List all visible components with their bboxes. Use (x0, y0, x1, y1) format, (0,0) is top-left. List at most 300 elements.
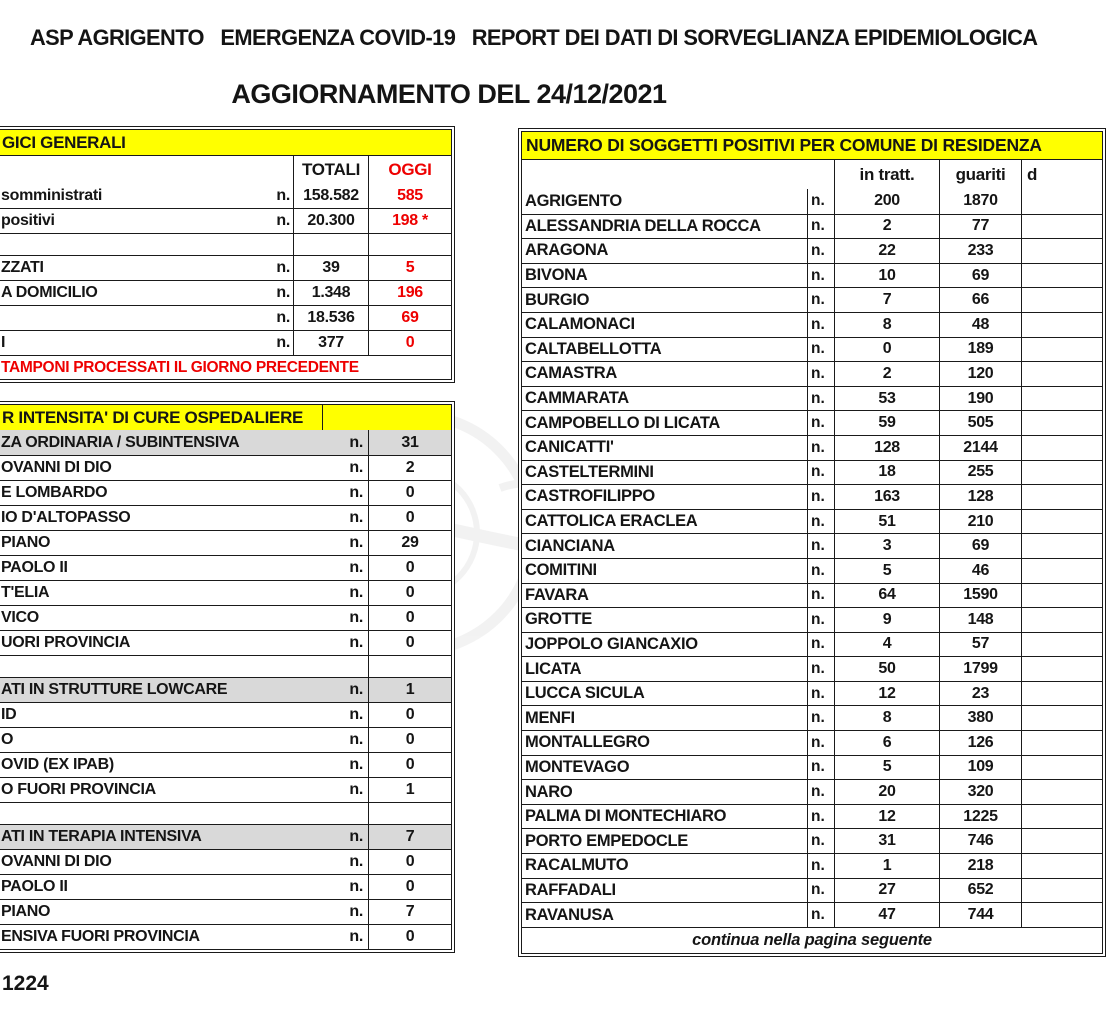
cell-label (0, 728, 368, 752)
table-row (522, 386, 1102, 411)
table-row (522, 484, 1102, 509)
column-header-in-tratt: in tratt. (834, 160, 939, 189)
cell-clipped (1021, 411, 1102, 435)
cell-clipped (1021, 854, 1102, 878)
cell-comune: PALMA DI MONTECHIARO (525, 807, 727, 826)
cell-guariti: 210 (939, 510, 1021, 534)
cell-guariti: 190 (939, 387, 1021, 411)
n-marker: n. (807, 559, 834, 583)
cell-guariti: 46 (939, 559, 1021, 583)
n-marker: n. (807, 485, 834, 509)
table-row (0, 677, 451, 702)
cell-value: 31 (368, 430, 451, 455)
n-marker: n. (349, 484, 363, 501)
comuni-positivi-table (518, 128, 1106, 957)
cell-comune: CANICATTI' (525, 438, 614, 457)
cell-clipped (1021, 805, 1102, 829)
cell-value: 0 (368, 728, 451, 752)
label-fragment: ZA ORDINARIA / SUBINTENSIVA (1, 433, 240, 451)
n-marker: n. (807, 633, 834, 657)
cell-value: 1 (368, 778, 451, 802)
cell-guariti: 23 (939, 682, 1021, 706)
cell-oggi: 198 * (368, 209, 451, 233)
cell-label (0, 234, 293, 255)
cell-label (0, 306, 293, 330)
table-row (522, 607, 1102, 632)
cell-clipped (1021, 706, 1102, 730)
cell-label (0, 875, 368, 899)
cell-clipped (1021, 879, 1102, 903)
n-marker: n. (349, 559, 363, 576)
cell-comune: LICATA (525, 659, 582, 678)
n-marker: n. (349, 756, 363, 773)
cell-value (368, 803, 451, 824)
cell-guariti: 69 (939, 534, 1021, 558)
cell-value: 0 (368, 631, 451, 655)
cell-totali: 39 (293, 256, 368, 280)
cell-clipped (1021, 313, 1102, 337)
table-row (522, 435, 1102, 460)
cell-value: 29 (368, 531, 451, 555)
update-date-heading: AGGIORNAMENTO DEL 24/12/2021 (231, 79, 667, 109)
cell-clipped (1021, 338, 1102, 362)
cell-label (0, 778, 368, 802)
cell-comune: CATTOLICA ERACLEA (525, 512, 698, 531)
cell-value: 0 (368, 581, 451, 605)
table-row (522, 902, 1102, 927)
cell-in-tratt: 8 (834, 706, 939, 730)
cell-clipped (1021, 559, 1102, 583)
n-marker: n. (807, 288, 834, 312)
section-header-general (0, 130, 451, 155)
n-marker: n. (807, 756, 834, 780)
cell-in-tratt: 8 (834, 313, 939, 337)
n-marker: n. (349, 681, 363, 698)
column-header-row (0, 155, 451, 183)
table-row (0, 702, 451, 727)
cell-clipped (1021, 387, 1102, 411)
label-fragment: VICO (1, 609, 39, 626)
n-marker: n. (276, 212, 290, 229)
cell-empty (522, 160, 834, 189)
cell-clipped (1021, 215, 1102, 239)
cell-guariti: 255 (939, 461, 1021, 485)
n-marker: n. (807, 510, 834, 534)
cell-clipped (1021, 584, 1102, 608)
cell-in-tratt: 59 (834, 411, 939, 435)
cell-guariti: 69 (939, 264, 1021, 288)
n-marker: n. (349, 828, 363, 845)
cell-totali: 377 (293, 331, 368, 355)
cell-guariti: 320 (939, 780, 1021, 804)
table-row (522, 583, 1102, 608)
n-marker: n. (807, 706, 834, 730)
continuation-row (522, 927, 1102, 953)
cell-clipped (1021, 780, 1102, 804)
cell-oggi: 196 (368, 281, 451, 305)
cell-comune: RAVANUSA (525, 905, 614, 924)
table-row (0, 430, 451, 455)
cell-label (0, 256, 293, 280)
column-header-oggi: OGGI (368, 156, 451, 183)
n-marker: n. (807, 903, 834, 927)
cell-comune: ALESSANDRIA DELLA ROCCA (525, 216, 761, 235)
n-marker: n. (349, 433, 363, 451)
cell-comune: CALTABELLOTTA (525, 339, 662, 358)
table-row (0, 899, 451, 924)
table-row (522, 460, 1102, 485)
cell-clipped (1021, 534, 1102, 558)
cell-in-tratt: 64 (834, 584, 939, 608)
cell-in-tratt: 6 (834, 731, 939, 755)
cell-comune: MONTALLEGRO (525, 733, 650, 752)
cell-guariti: 120 (939, 362, 1021, 386)
n-marker: n. (276, 334, 290, 351)
section-title: GICI GENERALI (2, 132, 126, 152)
n-marker: n. (349, 878, 363, 895)
n-marker: n. (807, 608, 834, 632)
cell-clipped (1021, 485, 1102, 509)
cell-guariti: 57 (939, 633, 1021, 657)
cell-value: 7 (368, 900, 451, 924)
cell-guariti: 652 (939, 879, 1021, 903)
n-marker: n. (807, 189, 834, 214)
cell-label (0, 703, 368, 727)
cell-label (0, 331, 293, 355)
n-marker: n. (807, 313, 834, 337)
table-row (522, 287, 1102, 312)
cell-empty (322, 405, 451, 430)
cell-label (0, 850, 368, 874)
cell-guariti: 1870 (939, 189, 1021, 214)
n-marker: n. (276, 259, 290, 276)
cell-oggi: 0 (368, 331, 451, 355)
cell-comune: BURGIO (525, 290, 590, 309)
cell-comune: RAFFADALI (525, 880, 616, 899)
table-row (522, 853, 1102, 878)
label-fragment: OVID (EX IPAB) (1, 756, 114, 773)
section-title: R INTENSITA' DI CURE OSPEDALIERE (2, 407, 304, 427)
table-row (0, 727, 451, 752)
cell-value: 0 (368, 481, 451, 505)
table-row (0, 280, 451, 305)
table-row (0, 605, 451, 630)
cell-totali: 20.300 (293, 209, 368, 233)
footnote-text: TAMPONI PROCESSATI IL GIORNO PRECEDENTE (1, 358, 359, 376)
cell-label (0, 678, 368, 702)
cell-guariti: 2144 (939, 436, 1021, 460)
cell-in-tratt: 0 (834, 338, 939, 362)
table-row (0, 305, 451, 330)
n-marker: n. (349, 534, 363, 551)
cell-clipped (1021, 510, 1102, 534)
cell-value: 7 (368, 825, 451, 849)
cell-empty (0, 156, 293, 183)
cell-comune: RACALMUTO (525, 856, 629, 875)
n-marker: n. (807, 657, 834, 681)
cell-label (0, 581, 368, 605)
cell-in-tratt: 5 (834, 559, 939, 583)
cell-comune: MENFI (525, 708, 575, 727)
cell-label (0, 753, 368, 777)
n-marker: n. (349, 509, 363, 526)
cell-comune: CASTROFILIPPO (525, 487, 655, 506)
n-marker: n. (807, 854, 834, 878)
n-marker: n. (349, 459, 363, 476)
cell-guariti: 77 (939, 215, 1021, 239)
cell-in-tratt: 10 (834, 264, 939, 288)
cell-in-tratt: 1 (834, 854, 939, 878)
cell-in-tratt: 128 (834, 436, 939, 460)
n-marker: n. (807, 411, 834, 435)
cell-clipped (1021, 731, 1102, 755)
footnote-row (0, 355, 451, 379)
n-marker: n. (807, 338, 834, 362)
cell-in-tratt: 4 (834, 633, 939, 657)
n-marker: n. (349, 853, 363, 870)
n-marker: n. (349, 928, 363, 945)
label-fragment: somministrati (1, 186, 103, 204)
cell-label (0, 430, 368, 455)
cell-value: 0 (368, 850, 451, 874)
cell-clipped (1021, 608, 1102, 632)
cell-guariti: 505 (939, 411, 1021, 435)
cell-value: 0 (368, 556, 451, 580)
n-marker: n. (349, 609, 363, 626)
section-title: NUMERO DI SOGGETTI POSITIVI PER COMUNE DI RESIDENZA (526, 135, 1042, 155)
cell-comune: CASTELTERMINI (525, 462, 654, 481)
cell-totali: 18.536 (293, 306, 368, 330)
label-fragment: PIANO (1, 903, 51, 920)
page-title: ASP AGRIGENTO EMERGENZA COVID-19 REPORT DEI DATI DI SORVEGLIANZA EPIDEMIOLOGICA (30, 25, 1038, 50)
cell-clipped (1021, 682, 1102, 706)
n-marker: n. (807, 436, 834, 460)
cell-in-tratt: 51 (834, 510, 939, 534)
n-marker: n. (276, 309, 290, 326)
cell-comune: PORTO EMPEDOCLE (525, 831, 688, 850)
cell-in-tratt: 31 (834, 829, 939, 853)
cell-guariti: 746 (939, 829, 1021, 853)
table-row (0, 455, 451, 480)
cell-label (0, 825, 368, 849)
table-row (0, 480, 451, 505)
table-row (522, 214, 1102, 239)
n-marker: n. (349, 903, 363, 920)
table-row (0, 330, 451, 355)
table-row (522, 632, 1102, 657)
table-row (522, 238, 1102, 263)
cell-comune: CAMPOBELLO DI LICATA (525, 413, 721, 432)
table-row (0, 208, 451, 233)
n-marker: n. (807, 387, 834, 411)
cell-label (0, 481, 368, 505)
cell-comune: COMITINI (525, 561, 597, 580)
label-fragment: PAOLO II (1, 559, 68, 576)
table-row (0, 183, 451, 208)
label-fragment: ENSIVA FUORI PROVINCIA (1, 928, 200, 945)
cell-value (368, 656, 451, 677)
cell-in-tratt: 53 (834, 387, 939, 411)
table-row (522, 558, 1102, 583)
n-marker: n. (807, 264, 834, 288)
table-row (0, 824, 451, 849)
label-fragment: A DOMICILIO (1, 284, 98, 301)
label-fragment: positivi (1, 212, 55, 229)
cell-guariti: 233 (939, 239, 1021, 263)
n-marker: n. (349, 584, 363, 601)
table-row (522, 828, 1102, 853)
cell-in-tratt: 5 (834, 756, 939, 780)
cell-clipped (1021, 903, 1102, 927)
cell-guariti: 744 (939, 903, 1021, 927)
cell-guariti: 128 (939, 485, 1021, 509)
table-row (522, 779, 1102, 804)
cell-oggi (368, 234, 451, 255)
n-marker: n. (807, 780, 834, 804)
cell-in-tratt: 9 (834, 608, 939, 632)
label-fragment: PAOLO II (1, 878, 68, 895)
table-row (522, 337, 1102, 362)
cell-in-tratt: 7 (834, 288, 939, 312)
table-row (0, 924, 451, 949)
n-marker: n. (807, 215, 834, 239)
label-fragment: UORI PROVINCIA (1, 634, 131, 651)
table-row (0, 849, 451, 874)
cell-label (0, 606, 368, 630)
cell-in-tratt: 20 (834, 780, 939, 804)
cell-clipped (1021, 362, 1102, 386)
cell-clipped (1021, 288, 1102, 312)
n-marker: n. (276, 186, 290, 204)
cell-label (0, 183, 293, 208)
cell-comune: BIVONA (525, 266, 588, 285)
cell-value: 0 (368, 753, 451, 777)
table-row (0, 255, 451, 280)
cell-in-tratt: 200 (834, 189, 939, 214)
n-marker: n. (807, 362, 834, 386)
cell-guariti: 1225 (939, 805, 1021, 829)
cell-guariti: 48 (939, 313, 1021, 337)
cell-label (0, 803, 368, 824)
cell-value: 0 (368, 606, 451, 630)
table-row (522, 804, 1102, 829)
table-row (522, 312, 1102, 337)
label-fragment: ATI IN TERAPIA INTENSIVA (1, 828, 202, 845)
cell-comune: CAMMARATA (525, 389, 629, 408)
cell-clipped (1021, 461, 1102, 485)
cell-oggi: 69 (368, 306, 451, 330)
cell-guariti: 218 (939, 854, 1021, 878)
cell-clipped (1021, 756, 1102, 780)
table-row (522, 656, 1102, 681)
cell-value: 0 (368, 875, 451, 899)
section-header-comuni (522, 132, 1102, 159)
cell-in-tratt: 27 (834, 879, 939, 903)
table-row (522, 681, 1102, 706)
cell-guariti: 109 (939, 756, 1021, 780)
column-header-totali: TOTALI (293, 156, 368, 183)
column-header-guariti: guariti (939, 160, 1021, 189)
cell-in-tratt: 18 (834, 461, 939, 485)
table-row (522, 410, 1102, 435)
table-row (0, 777, 451, 802)
cell-label (0, 631, 368, 655)
label-fragment: OVANNI DI DIO (1, 853, 112, 870)
cell-label (0, 925, 368, 949)
cell-guariti: 189 (939, 338, 1021, 362)
n-marker: n. (349, 706, 363, 723)
n-marker: n. (807, 731, 834, 755)
page-footer-fragment: 1224 (2, 972, 49, 995)
cell-label (0, 556, 368, 580)
cell-comune: FAVARA (525, 585, 589, 604)
n-marker: n. (807, 879, 834, 903)
n-marker: n. (807, 829, 834, 853)
cell-label (0, 209, 293, 233)
label-fragment: PIANO (1, 534, 51, 551)
cell-comune: JOPPOLO GIANCAXIO (525, 634, 698, 653)
cell-guariti: 148 (939, 608, 1021, 632)
table-row (522, 263, 1102, 288)
column-header-clipped: d (1021, 160, 1102, 189)
table-row (0, 233, 451, 255)
section-header-hospital (0, 405, 451, 430)
cell-value: 2 (368, 456, 451, 480)
n-marker: n. (807, 805, 834, 829)
table-row (0, 802, 451, 824)
cell-clipped (1021, 189, 1102, 214)
table-row (522, 509, 1102, 534)
cell-in-tratt: 3 (834, 534, 939, 558)
cell-oggi: 5 (368, 256, 451, 280)
column-header-row (522, 159, 1102, 189)
n-marker: n. (349, 634, 363, 651)
n-marker: n. (349, 781, 363, 798)
label-fragment: E LOMBARDO (1, 484, 108, 501)
n-marker: n. (807, 239, 834, 263)
table-row (522, 730, 1102, 755)
n-marker: n. (276, 284, 290, 301)
cell-in-tratt: 163 (834, 485, 939, 509)
cell-comune: CAMASTRA (525, 364, 618, 383)
cell-clipped (1021, 829, 1102, 853)
table-row (0, 655, 451, 677)
cell-in-tratt: 22 (834, 239, 939, 263)
cell-value: 0 (368, 925, 451, 949)
cell-in-tratt: 2 (834, 215, 939, 239)
cell-clipped (1021, 633, 1102, 657)
n-marker: n. (349, 731, 363, 748)
table-row (522, 878, 1102, 903)
label-fragment: T'ELIA (1, 584, 50, 601)
cell-comune: GROTTE (525, 610, 592, 629)
n-marker: n. (807, 461, 834, 485)
n-marker: n. (807, 682, 834, 706)
cell-guariti: 1590 (939, 584, 1021, 608)
continuation-text: continua nella pagina seguente (692, 930, 932, 949)
cell-clipped (1021, 436, 1102, 460)
cell-in-tratt: 50 (834, 657, 939, 681)
n-marker: n. (807, 534, 834, 558)
table-row (0, 530, 451, 555)
label-fragment: ZZATI (1, 259, 44, 276)
label-fragment: ID (1, 706, 17, 723)
table-row (0, 580, 451, 605)
table-row (0, 752, 451, 777)
cell-in-tratt: 12 (834, 805, 939, 829)
table-row (522, 755, 1102, 780)
cell-comune: ARAGONA (525, 241, 609, 260)
